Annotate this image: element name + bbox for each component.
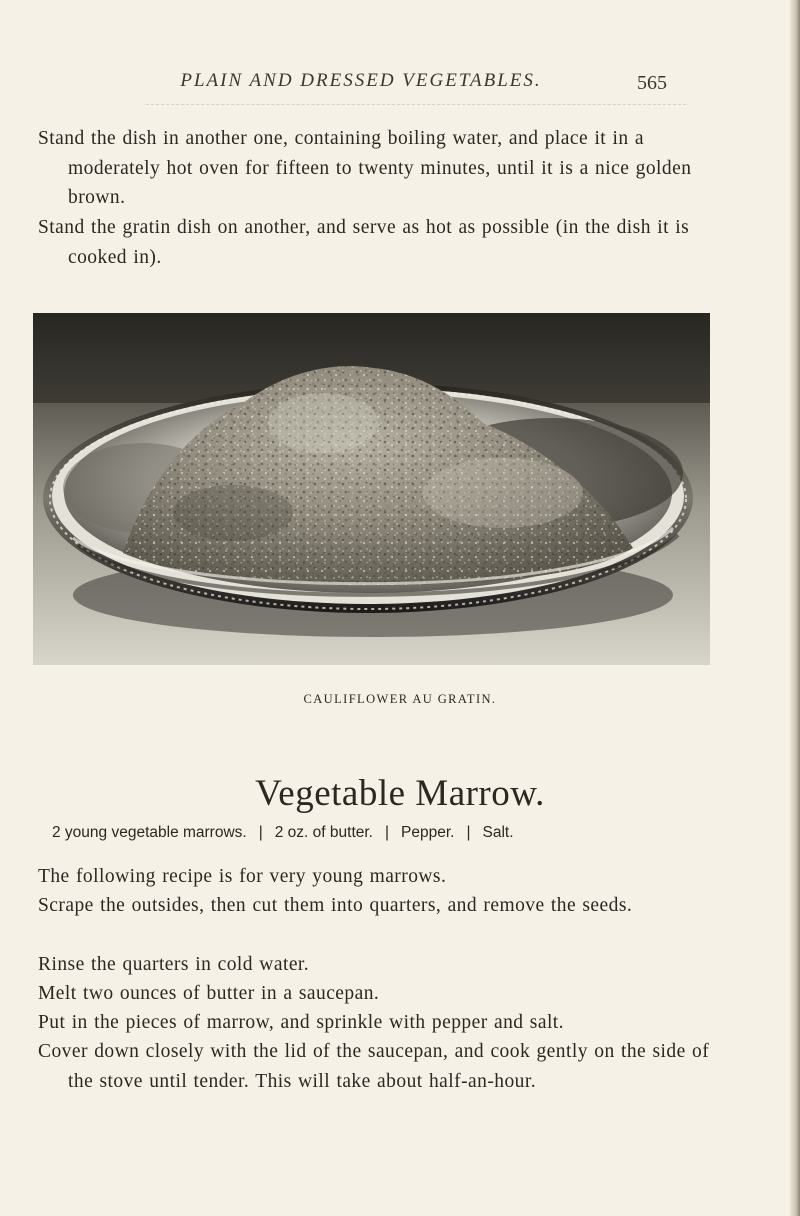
ingredient-item: 2 oz. of butter. <box>274 824 373 841</box>
ingredient-list <box>52 824 732 842</box>
page-edge <box>790 0 800 1216</box>
ingredient-separator: | <box>258 824 263 841</box>
recipe-step-1: The following recipe is for very young marrows. <box>38 866 447 887</box>
running-head: PLAIN AND DRESSED VEGETABLES. <box>180 70 542 91</box>
recipe-title: Vegetable Marrow. <box>255 773 545 814</box>
ingredient-separator: | <box>384 824 390 841</box>
header-rule <box>146 104 686 105</box>
intro-paragraph-1: Stand the dish in another one, containing boiling water, and place it in a moderately hot oven for fifteen to twenty minutes, until it is a nice golden brown. <box>38 128 692 208</box>
ingredient-item: Salt. <box>482 824 514 841</box>
page-number: 565 <box>637 72 667 94</box>
intro-paragraph-2: Stand the gratin dish on another, and serve as hot as possible (in the dish it is cooked in). <box>38 217 690 268</box>
ingredient-item: 2 young vegetable marrows. <box>52 824 247 841</box>
figure-caption: CAULIFLOWER AU GRATIN. <box>303 692 497 706</box>
recipe-step-3: Rinse the quarters in cold water. <box>38 954 310 975</box>
ingredient-separator: | <box>466 824 471 841</box>
recipe-step-2: Scrape the outsides, then cut them into quarters, and remove the seeds. <box>38 895 633 916</box>
recipe-step-4: Melt two ounces of butter in a saucepan. <box>38 983 380 1004</box>
recipe-step-5: Put in the pieces of marrow, and sprinkle with pepper and salt. <box>38 1012 565 1033</box>
ingredient-item: Pepper. <box>401 824 455 841</box>
recipe-step-6: Cover down closely with the lid of the saucepan, and cook gently on the side of the stove until tender. This will take about half-an-hour. <box>38 1041 710 1092</box>
cauliflower-gratin-photo <box>33 313 710 665</box>
